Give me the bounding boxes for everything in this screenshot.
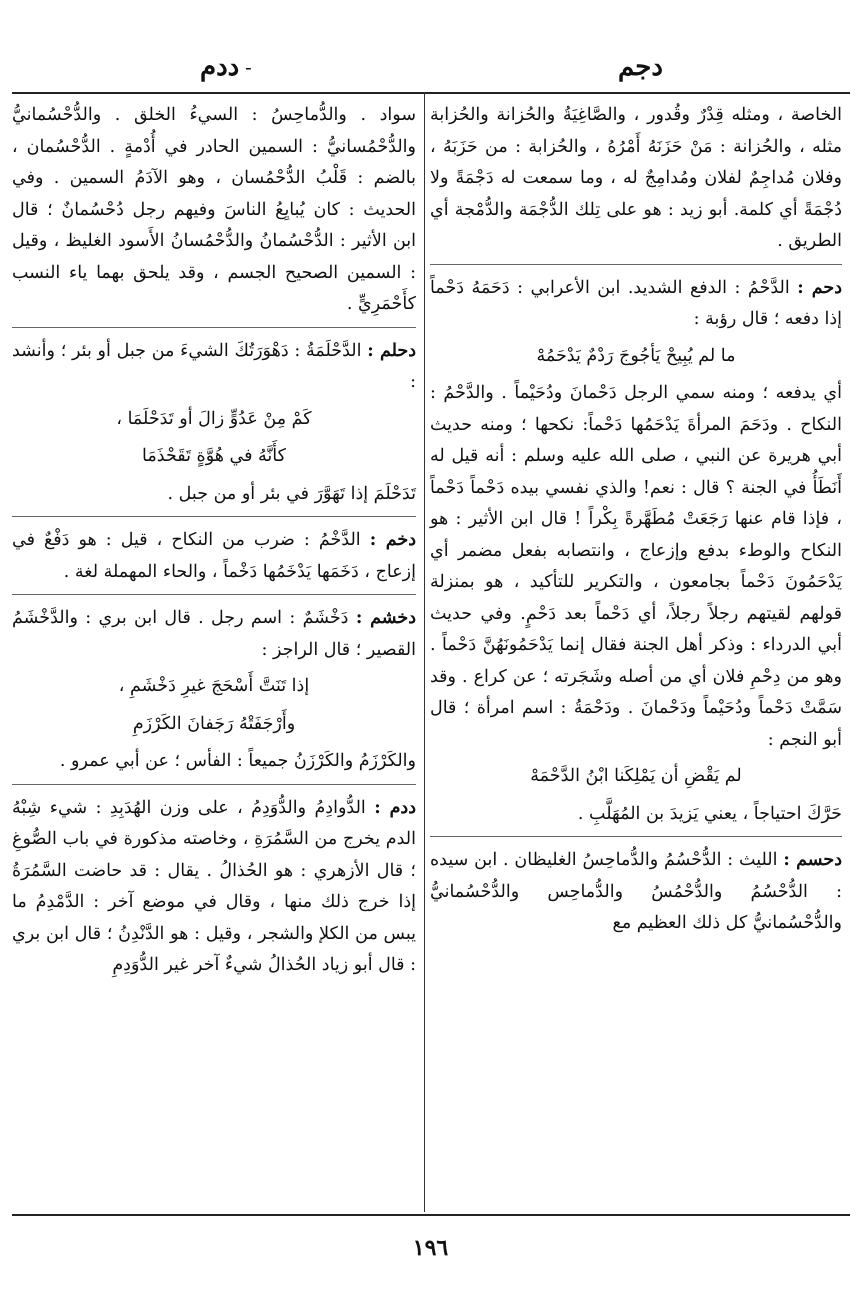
top-rule xyxy=(12,92,850,94)
entry-dakhsham-text: دَخْشَمٌ : اسم رجل . قال ابن بري : والدَّخْشَمُ القصير ؛ قال الراجز : xyxy=(12,608,416,660)
entry-dahsam xyxy=(430,845,842,940)
verse-line: إذا تَنَتَّ أَسْحَجَ غيرِ دَخْشَمِ ، xyxy=(118,676,310,696)
running-header-right: دجم xyxy=(618,52,663,82)
entry-dahsam-text: الليث : الدُّحْسُمُ والدُّماحِسُ الغليظان . ابن سيده : الدُّحْسُمُ والدُّحْمُسُ والدُّماحِس والدُّحْسُمانيُّ والدُّحْسُمانيُّ كل ذلك العظيم مع xyxy=(430,850,842,933)
bottom-rule xyxy=(12,1214,850,1216)
entry-separator xyxy=(430,836,842,837)
header-dash: - xyxy=(245,55,252,79)
entry-dahm-text: الدَّحْمُ : الدفع الشديد. ابن الأعرابي : دَحَمَهُ دَحْماً إذا دفعه ؛ قال رؤبة : xyxy=(430,277,842,329)
running-header-left: ددم xyxy=(200,52,240,82)
entry-dahlam-end: تَدَحْلَمَ إذا تَهَوَّرَ في بئر أو من جبل . xyxy=(167,483,416,504)
entry-dakhm-text: الدَّخْمُ : ضرب من النكاح ، قيل : هو دَفْعٌ في إزعاج ، دَخَمَها يَدْخَمُها دَخْماً ، والحاء المهملة لغة . xyxy=(12,530,416,582)
entry-dahm xyxy=(430,273,842,336)
headword-dahm: دحم : xyxy=(797,277,843,298)
headword-dakhsham: دخشم : xyxy=(355,608,416,628)
left-column xyxy=(12,100,416,987)
headword-dadam: ددم : xyxy=(374,797,416,818)
entry-separator xyxy=(12,594,416,595)
entry-dahlam-text: الدَّحْلَمَةُ : دَهْوَرَتُكَ الشيءَ من جبل أو بئر ؛ وأنشد : xyxy=(12,340,416,392)
headword-dahsam: دحسم : xyxy=(783,850,843,870)
entry-separator xyxy=(12,784,416,785)
verse-line: كأَنَّهُ في هُوَّةٍ تَقَحْذَمَا xyxy=(142,446,286,466)
entry-dakhm xyxy=(12,525,416,588)
entry-continuation: سواد . والدُّماحِسُ : السيءُ الخلق . والدُّحْسُمانيُّ والدُّحْمُسانيُّ : السمين الحادر في أُدْمةٍ . الدُّحْسُمان ، بالضم : قَلْبُ الدُّحْمُسان ، وهو الآدَمُ السمين . وفي الحديث : كان يُبايِعُ الناسَ وفيهم رجل دُحْسُمانٌ ؛ قال ابن الأثير : الدُّحْسُمانُ والدُّحْمُسانُ الأَسود الغليظ ، وقيل : السمين الصحيح الجسم ، وقد يلحق بهما ياء النسب كأَحْمَرِيٍّ . xyxy=(12,105,416,314)
page-number: ١٩٦ xyxy=(412,1235,449,1261)
entry-dahm-end: حَرَّكَ احتياجاً ، يعني يَزيدَ بن المُهَلَّبِ . xyxy=(577,803,842,824)
entry-dahlam xyxy=(12,336,416,399)
headword-dakhm: دخم : xyxy=(369,530,417,550)
entry-separator xyxy=(12,327,416,328)
entry-dakhsham-end: والكَرْزَمُ والكَرْزَنُ جميعاً : الفأس ؛ عن أبي عمرو . xyxy=(59,751,416,771)
right-column xyxy=(430,100,842,945)
entry-dadam xyxy=(12,793,416,982)
entry-separator xyxy=(430,264,842,265)
column-divider xyxy=(424,92,425,1212)
entry-separator xyxy=(12,516,416,517)
entry-dakhsham xyxy=(12,603,416,666)
verse-line: وأَرْجَفَتْهُ رَجَفانَ الكَرْزَمِ xyxy=(132,713,296,734)
entry-continuation: الخاصة ، ومثله قِدْرٌ وقُدور ، والصَّاغِيَةُ والحُزانة والحُزابة مثله ، والحُزانة : مَنْ حَزَنَهُ أَمْرُهُ ، والحُزابة : من حَزَبَهُ ، وفلان مُداجِمٌ لفلان ومُدامِجٌ له ، وما سمعت له دَجْمَةً ولا دُجْمَةً أي كلمة. أبو زيد : هو على تِلك الدُّجْمَة والدُّمْجة أي الطريق . xyxy=(430,105,842,251)
verse-line: ما لم يُبِيحْ يَأجُوجَ رَدْمٌ يَدْحَمُهْ xyxy=(536,345,736,366)
entry-dahm-body: أي يدفعه ؛ ومنه سمي الرجل دَحْمانَ ودُحَيْماً . والدَّحْمُ : النكاح . ودَحَمَ المرأةَ يَدْحَمُها دَحْماً: نكحها ؛ ومنه حديث أبي هريرة عن النبي ، صلى الله عليه وسلم : أنه قيل له أَنَطَأُ في الجنة ؟ قال : نعم! والذي نفسي بيده دَحْماً دَحْماً ، فإذا قام عنها رَجَعَتْ مُطَهَّرةً بِكْراً ! قال ابن الأثير : هو النكاح والوطء بدفع وإزعاج ، وانتصابه بفعل مضمر أي يَدْحَمُونَ دَحْماً بجامعون ، والتكرير للتأكيد ، هو بمنزلة قولهم لقيتهم رجلاً رجلاً، أي دَحْماً بعد دَحْمٍ. وفي حديث أبي الدرداء : وذكر أهل الجنة فقال إنما يَدْحَمُونَهُنَّ دَحْماً . وهو من دِحْمِ فلان أي من أصله وشَجَرته ؛ عن كراع . وقد سَمَّتْ دَحْماً ودُحَيْماً ودَحْمانَ . ودَحْمَةُ : اسم امرأة ؛ قال أبو النجم : xyxy=(430,383,842,750)
verse-line: لم يَقْضِ أن يَمْلِكَنا ابْنُ الدَّحْمَهْ xyxy=(530,766,742,786)
verse-line: كَمْ مِنْ عَدُوٍّ زالَ أو تَدَحْلَمَا ، xyxy=(116,408,312,429)
entry-dadam-text: الدُّوادِمُ والدُّوَدِمُ ، على وزن الهُدَبِدِ : شيء شِبْهُ الدم يخرج من السَّمُرَةِ ، وخاصته مذكورة في باب الصُّوغِ ؛ قال الأزهري : هو الحُذالُ . يقال : قد حاضت السَّمُرَةُ إذا خرج ذلك منها ، وقال في موضع آخر : الدَّمْدِمُ ما يبس من الكلإ والشجر ، وقيل : هو الدَّنْدِنُ ؛ قال ابن بري : قال أبو زياد الحُذالُ شيءٌ آخر غير الدُّوَدِمِ xyxy=(12,797,416,975)
headword-dahlam: دحلم : xyxy=(367,340,416,361)
